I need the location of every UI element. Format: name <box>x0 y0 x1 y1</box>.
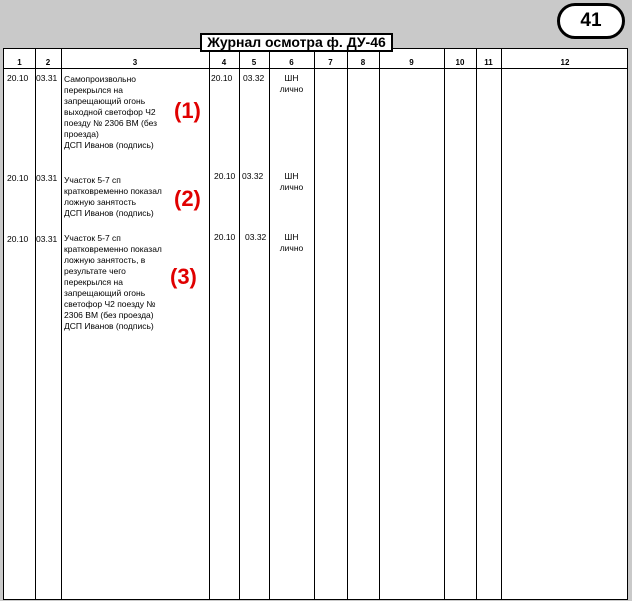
entry-description: Участок 5-7 сп кратковременно показал ложную занятость ДСП Иванов (подпись) <box>64 175 162 218</box>
column-divider <box>476 49 477 599</box>
entry-time: 03.31 <box>36 234 58 244</box>
column-divider <box>347 49 348 599</box>
table-header-row <box>4 49 627 69</box>
entry-date: 20.10 <box>7 173 29 183</box>
col-header-2: 2 <box>45 58 51 67</box>
column-divider <box>35 49 36 599</box>
entry-description: Участок 5-7 сп кратковременно показал ложную занятость, в результате чего перекрылся на запрещающий огонь светофор Ч2 поезду № 2306 ВМ (без проезда) ДСП Иванов (подпись) <box>64 233 162 331</box>
col-header-5: 5 <box>251 58 257 67</box>
journal-table <box>3 48 628 600</box>
entry-description: Самопроизвольно перекрылся на запрещающий огонь выходной светофор Ч2 поезду № 2306 ВМ (без проезда) ДСП Иванов (подпись) <box>64 74 158 150</box>
entry-time: 03.31 <box>36 73 58 83</box>
col-header-12: 12 <box>560 58 570 67</box>
entry-marker: (3) <box>170 264 197 289</box>
entry-date: 20.10 <box>7 234 29 244</box>
col-header-9: 9 <box>409 58 414 67</box>
entry-date: 20.10 <box>7 73 29 83</box>
col-header-1: 1 <box>17 58 22 67</box>
col-header-10: 10 <box>455 58 465 67</box>
column-divider <box>269 49 270 599</box>
column-divider <box>379 49 380 599</box>
inspector-signature: ШН лично <box>279 171 304 192</box>
entry-time: 03.31 <box>36 173 58 183</box>
column-divider <box>209 49 210 599</box>
entry-marker: (1) <box>174 98 201 123</box>
journal-title: Журнал осмотра ф. ДУ-46 <box>200 33 393 52</box>
column-divider <box>61 49 62 599</box>
column-divider <box>444 49 445 599</box>
response-time: 03.32 <box>242 171 264 181</box>
col-header-7: 7 <box>328 58 333 67</box>
col-header-6: 6 <box>289 58 294 67</box>
response-date: 20.10 <box>211 73 233 83</box>
column-divider <box>501 49 502 599</box>
page-number-badge: 41 <box>557 3 625 39</box>
response-date: 20.10 <box>214 171 236 181</box>
col-header-11: 11 <box>484 58 493 67</box>
inspector-signature: ШН лично <box>279 73 304 94</box>
col-header-8: 8 <box>360 58 366 67</box>
col-header-3: 3 <box>132 58 138 67</box>
column-divider <box>314 49 315 599</box>
inspector-signature: ШН лично <box>279 232 304 253</box>
response-time: 03.32 <box>243 73 265 83</box>
response-date: 20.10 <box>214 232 236 242</box>
response-time: 03.32 <box>245 232 267 242</box>
col-header-4: 4 <box>221 58 227 67</box>
entry-marker: (2) <box>174 186 201 211</box>
column-divider <box>239 49 240 599</box>
